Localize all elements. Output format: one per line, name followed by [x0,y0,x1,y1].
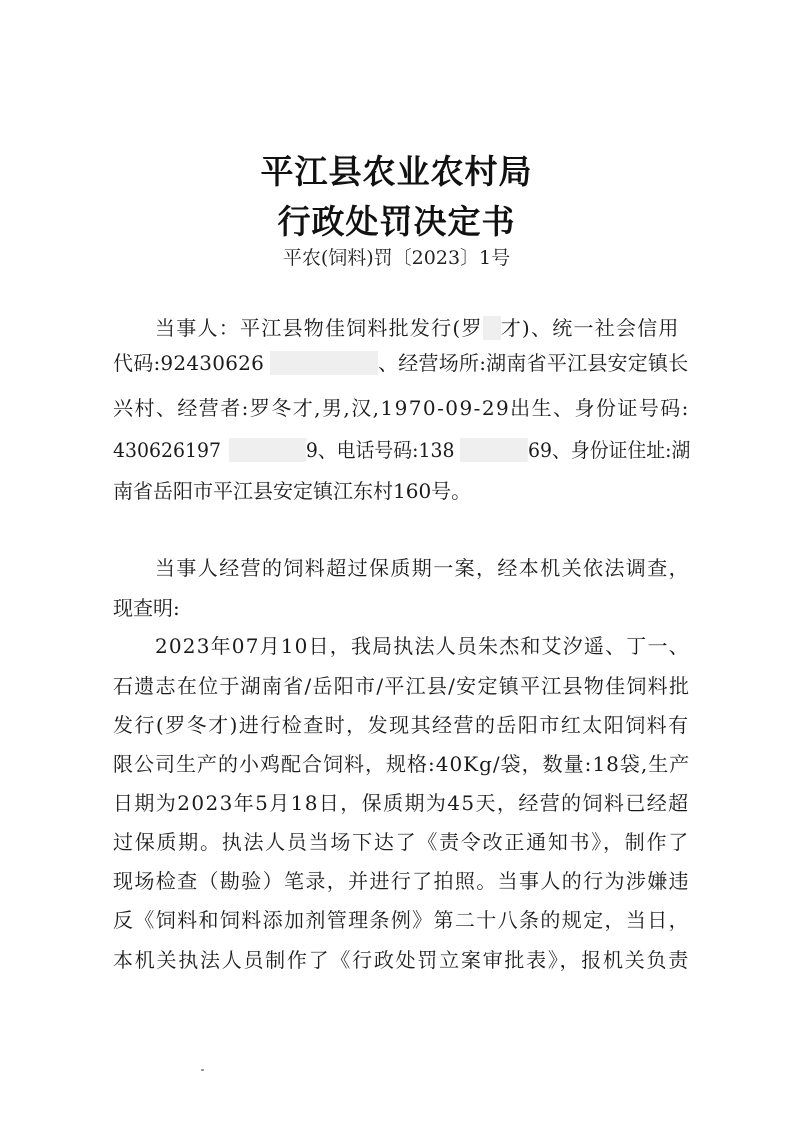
findings-line-6: 限公司生产的小鸡配合饲料，规格:40Kg/袋，数量:18袋,生产 [113,752,691,776]
findings-line-4: 石遗志在位于湖南省/岳阳市/平江县/安定镇平江县物佳饲料批 [113,674,691,698]
party-line-1-text-b: 才)、统一社会信用 [500,316,680,340]
findings-line-11: 本机关执法人员制作了《行政处罚立案审批表》，报机关负责 [113,948,690,972]
party-line-4-text-c: 69、身份证住址:湖 [527,438,691,462]
party-line-2-text-b: 、经营场所:湖南省平江县安定镇长 [378,351,689,375]
scan-speck [201,1069,204,1071]
party-line-2 [113,350,688,376]
findings-line-9: 现场检查（勘验）笔录，并进行了拍照。当事人的行为涉嫌违 [113,869,690,893]
party-line-1-text-a: 当事人：平江县物佳饲料批发行(罗 [155,316,483,340]
document-title: 行政处罚决定书 [277,202,516,241]
party-line-4-text-b: 9、电话号码:138 [305,438,455,462]
party-line-5: 南省岳阳市平江县安定镇江东村160号。 [113,479,472,503]
party-line-3: 兴村、经营者:罗冬才,男,汉,1970-09-29出生、身份证号码: [113,396,690,420]
party-line-4 [113,437,690,463]
redaction-box [270,351,378,375]
redaction-box [483,316,501,340]
findings-line-5: 发行(罗冬才)进行检查时，发现其经营的岳阳市红太阳饲料有 [113,713,690,737]
party-line-1 [155,315,680,341]
findings-line-10: 反《饲料和饲料添加剂管理条例》第二十八条的规定，当日， [113,908,690,932]
findings-line-3: 2023年07月10日，我局执法人员朱杰和艾汐遥、丁一、 [155,634,690,658]
document-number: 平农(饲料)罚〔2023〕1号 [282,247,511,269]
redaction-box [229,438,306,462]
redaction-box [460,438,528,462]
party-line-4-text-a: 430626197 [113,438,221,462]
issuer-title: 平江县农业农村局 [260,152,533,191]
party-line-2-text-a: 代码:92430626 [113,351,265,375]
findings-line-1: 当事人经营的饲料超过保质期一案，经本机关依法调查， [155,556,690,580]
findings-line-7: 日期为2023年5月18日，保质期为45天，经营的饲料已经超 [113,791,690,815]
findings-line-8: 过保质期。执法人员当场下达了《责令改正通知书》，制作了 [113,830,690,854]
findings-line-2: 现查明: [113,596,180,620]
